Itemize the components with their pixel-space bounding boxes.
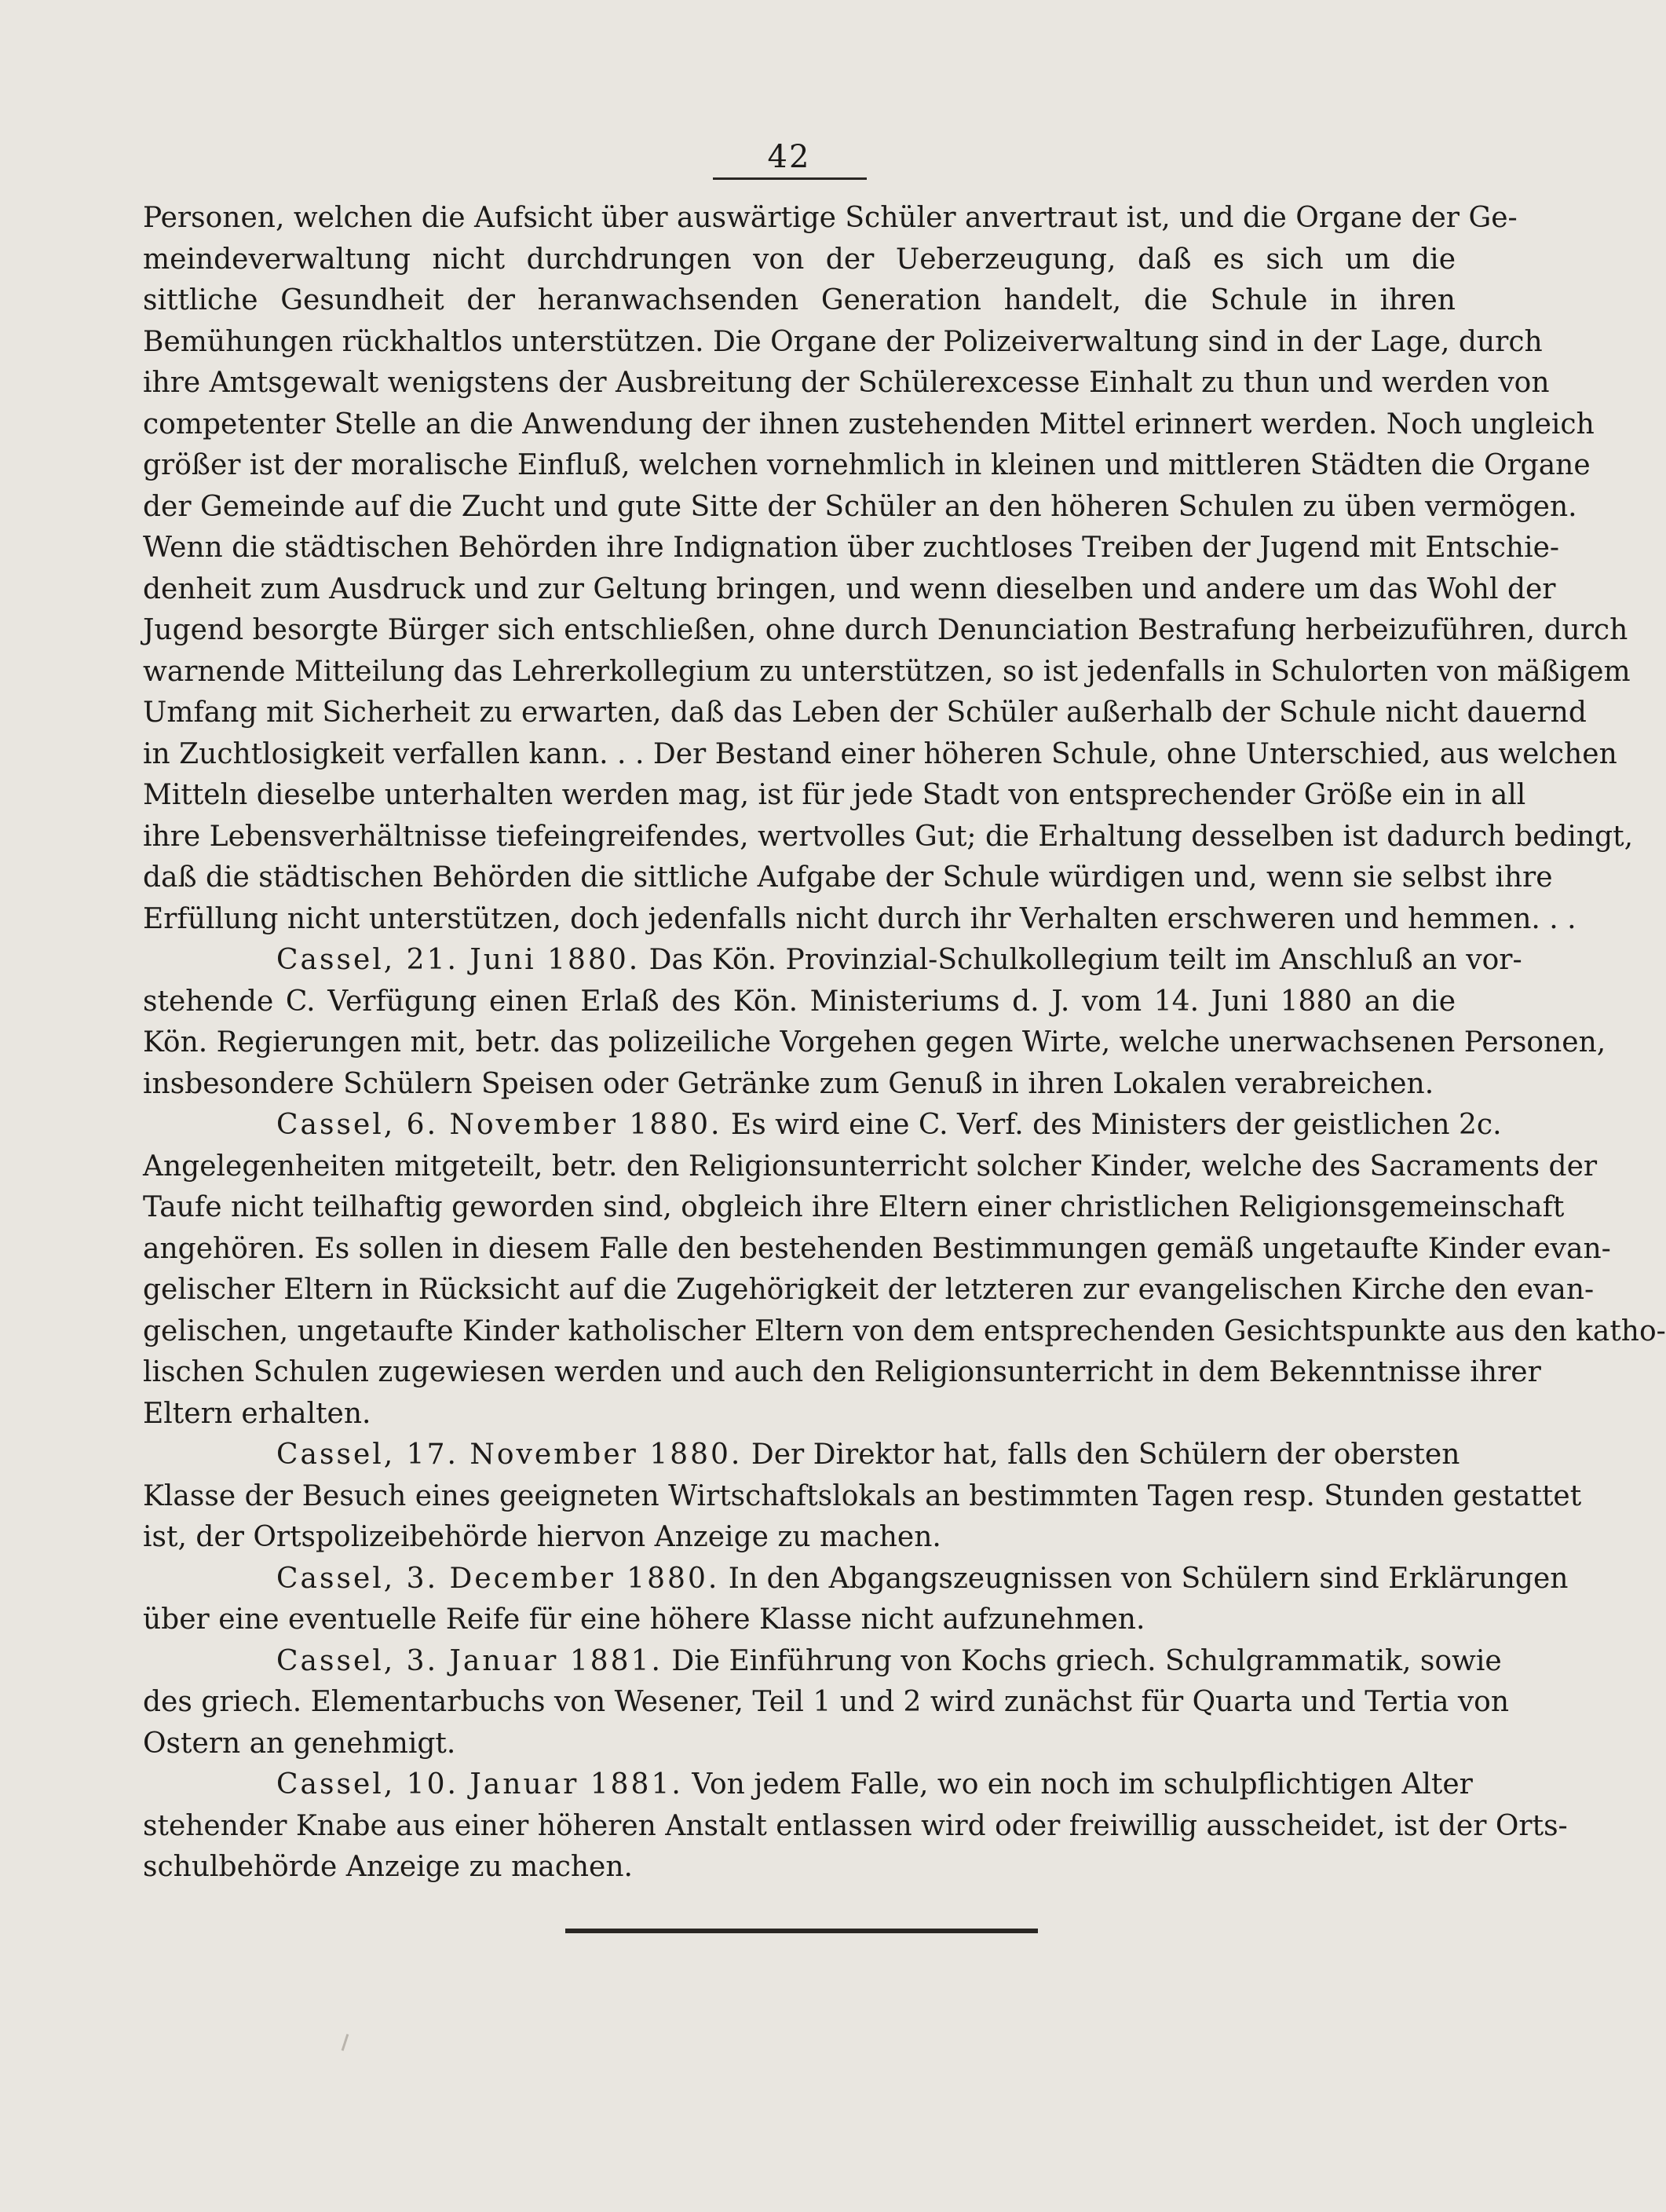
text-line: Wenn die städtischen Behörden ihre Indignation über zuchtloses Treiben der Jugend mit Entschie-	[143, 532, 1560, 564]
entry-date: Cassel, 3. December 1880.	[276, 1562, 720, 1595]
text-line: lischen Schulen zugewiesen werden und auch den Religionsunterricht in dem Bekenntnisse ihrer	[143, 1356, 1541, 1388]
text-line: ihre Lebensverhältnisse tiefeingreifendes, wertvolles Gut; die Erhaltung desselben ist dadurch bedingt,	[143, 820, 1634, 853]
entry-text: Der Direktor hat, falls den Schülern der obersten	[751, 1439, 1460, 1471]
entry-1880-06-21	[143, 940, 1606, 1105]
entry-1880-11-17	[143, 1435, 1582, 1559]
text-line: competenter Stelle an die Anwendung der ihnen zustehenden Mittel erinnert werden. Noch ungleich	[143, 408, 1595, 441]
body-text	[143, 198, 1666, 1888]
entry-first-line	[143, 1641, 1502, 1683]
text-line: ist, der Ortspolizeibehörde hiervon Anzeige zu machen.	[143, 1521, 941, 1553]
entry-text: Das Kön. Provinzial-Schulkollegium teilt im Anschluß an vor-	[648, 944, 1522, 976]
entry-text: Von jedem Falle, wo ein noch im schulpflichtigen Alter	[692, 1768, 1473, 1801]
entry-date: Cassel, 10. Januar 1881.	[276, 1768, 683, 1801]
section-end-rule	[565, 1929, 1038, 1933]
entry-date: Cassel, 3. Januar 1881.	[276, 1644, 663, 1677]
entry-first-line	[143, 1105, 1502, 1146]
text-line: des griech. Elementarbuchs von Wesener, Teil 1 und 2 wird zunächst für Quarta und Tertia von	[143, 1686, 1510, 1718]
text-line: schulbehörde Anzeige zu machen.	[143, 1851, 633, 1883]
text-line: Umfang mit Sicherheit zu erwarten, daß das Leben der Schüler außerhalb der Schule nicht dauernd	[143, 697, 1587, 729]
entry-first-line	[143, 940, 1522, 982]
entry-date: Cassel, 6. November 1880.	[276, 1109, 722, 1141]
text-line: daß die städtischen Behörden die sittliche Aufgabe der Schule würdigen und, wenn sie selbst ihre	[143, 861, 1553, 894]
text-line: Bemühungen rückhaltlos unterstützen. Die Organe der Polizeiverwaltung sind in der Lage, durch	[143, 325, 1543, 358]
text-line: Taufe nicht teilhaftig geworden sind, obgleich ihre Eltern einer christlichen Religionsgemeinschaft	[143, 1191, 1565, 1223]
text-line: in Zuchtlosigkeit verfallen kann. . . Der Bestand einer höheren Schule, ohne Unterschied, aus welchen	[143, 737, 1617, 770]
text-line: insbesondere Schülern Speisen oder Getränke zum Genuß in ihren Lokalen verabreichen.	[143, 1067, 1434, 1100]
text-line: größer ist der moralische Einfluß, welchen vornehmlich in kleinen und mittleren Städten die Organe	[143, 449, 1591, 481]
entry-text: In den Abgangszeugnissen von Schülern sind Erklärungen	[728, 1562, 1569, 1595]
text-line: angehören. Es sollen in diesem Falle den bestehenden Bestimmungen gemäß ungetaufte Kinder evan-	[143, 1232, 1611, 1265]
entry-date: Cassel, 17. November 1880.	[276, 1439, 743, 1471]
text-line: Erfüllung nicht unterstützen, doch jedenfalls nicht durch ihr Verhalten erschweren und hemmen. . .	[143, 902, 1576, 935]
entry-date: Cassel, 21. Juni 1880.	[276, 944, 641, 976]
text-line: gelischer Eltern in Rücksicht auf die Zugehörigkeit der letzteren zur evangelischen Kirche den evan-	[143, 1274, 1595, 1306]
paper-speck	[342, 2034, 349, 2051]
text-line: Ostern an genehmigt.	[143, 1727, 456, 1760]
entry-1881-01-03	[143, 1641, 1510, 1765]
text-line: meindeverwaltung nicht durchdrungen von der Ueberzeugung, daß es sich um die	[143, 243, 1456, 276]
text-line: stehender Knabe aus einer höheren Anstalt entlassen wird oder freiwillig ausscheidet, ist der Orts-	[143, 1809, 1568, 1842]
text-line: stehende C. Verfügung einen Erlaß des Kön. Ministeriums d. J. vom 14. Juni 1880 an die	[143, 985, 1456, 1018]
entry-text: Die Einführung von Kochs griech. Schulgrammatik, sowie	[671, 1644, 1502, 1677]
text-line: ihre Amtsgewalt wenigstens der Ausbreitung der Schülerexcesse Einhalt zu thun und werden von	[143, 367, 1550, 399]
text-line: warnende Mitteilung das Lehrerkollegium zu unterstützen, so ist jedenfalls in Schulorten von mäßigem	[143, 655, 1631, 688]
text-line: über eine eventuelle Reife für eine höhere Klasse nicht aufzunehmen.	[143, 1603, 1145, 1636]
text-line: Jugend besorgte Bürger sich entschließen, ohne durch Denunciation Bestrafung herbeizuführen, durch	[143, 614, 1628, 646]
text-line: Klasse der Besuch eines geeigneten Wirtschaftslokals an bestimmten Tagen resp. Stunden gestattet	[143, 1479, 1582, 1512]
text-line: Angelegenheiten mitgeteilt, betr. den Religionsunterricht solcher Kinder, welche des Sacraments der	[143, 1150, 1598, 1183]
text-line: Eltern erhalten.	[143, 1397, 371, 1430]
entry-first-line	[143, 1435, 1460, 1476]
entry-1881-01-10	[143, 1764, 1568, 1888]
text-line: Mitteln dieselbe unterhalten werden mag, ist für jede Stadt von entsprechender Größe ein in all	[143, 779, 1526, 811]
text-line: der Gemeinde auf die Zucht und gute Sitte der Schüler an den höheren Schulen zu üben vermögen.	[143, 490, 1577, 523]
text-line: Personen, welchen die Aufsicht über auswärtige Schüler anvertraut ist, und die Organe der Ge-	[143, 202, 1518, 234]
entry-first-line	[143, 1764, 1473, 1806]
entry-text: Es wird eine C. Verf. des Ministers der geistlichen 2c.	[730, 1109, 1502, 1141]
text-line: Kön. Regierungen mit, betr. das polizeiliche Vorgehen gegen Wirte, welche unerwachsenen Personen,	[143, 1026, 1606, 1058]
entry-first-line	[143, 1559, 1569, 1600]
page-number-rule	[713, 177, 867, 180]
entry-1880-11-06	[143, 1105, 1666, 1435]
text-line: sittliche Gesundheit der heranwachsenden Generation handelt, die Schule in ihren	[143, 284, 1456, 316]
page-number: 42	[767, 139, 811, 175]
text-line: denheit zum Ausdruck und zur Geltung bringen, und wenn dieselben und andere um das Wohl der	[143, 572, 1556, 605]
entry-1880-12-03	[143, 1559, 1569, 1641]
paragraph-supervision	[143, 198, 1634, 940]
text-line: gelischen, ungetaufte Kinder katholischer Eltern von dem entsprechenden Gesichtspunkte aus den katho-	[143, 1314, 1666, 1347]
